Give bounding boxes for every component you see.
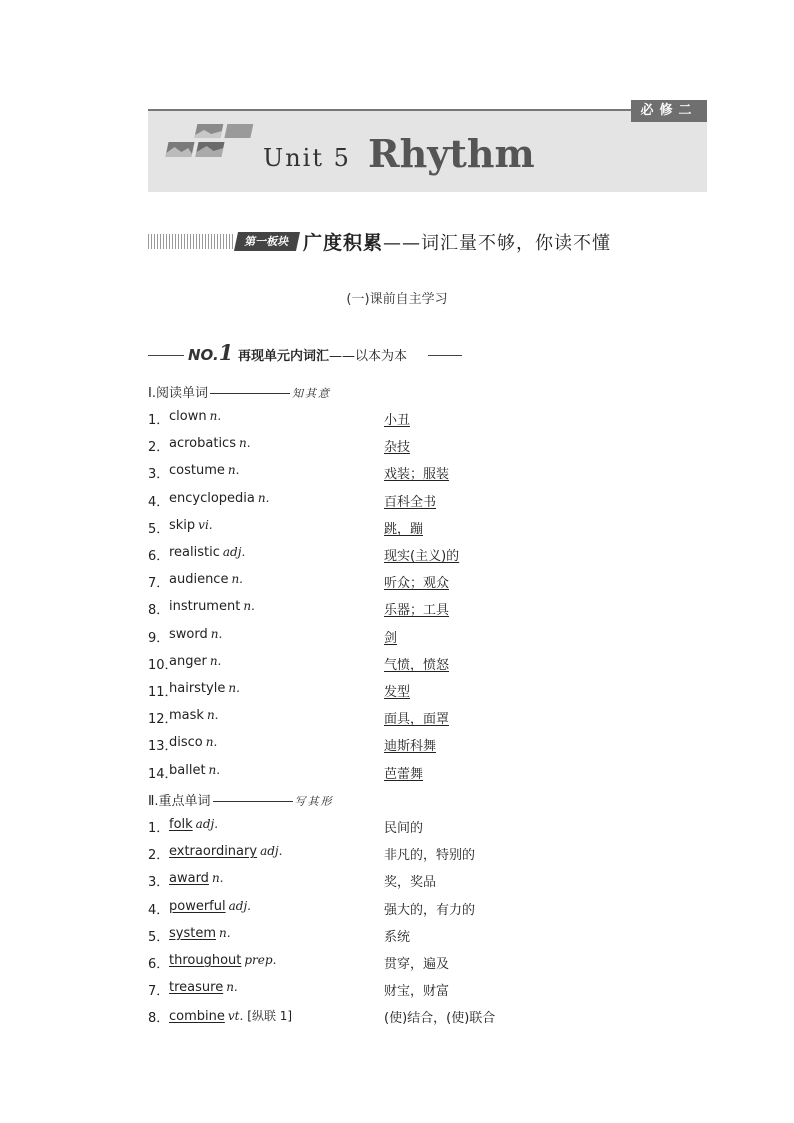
- chinese-meaning: 小丑: [384, 413, 411, 428]
- part-of-speech: vi.: [198, 517, 213, 532]
- cross-reference: [纵联 1]: [247, 1009, 293, 1024]
- word-text: ballet: [169, 762, 206, 778]
- item-number: 2．: [148, 848, 170, 864]
- chinese-meaning: 奖，奖品: [384, 875, 437, 891]
- word-row: [148, 463, 708, 485]
- part-of-speech: prep.: [244, 953, 277, 967]
- word-text: skip: [169, 517, 196, 533]
- word-text: disco: [169, 735, 203, 751]
- word-row: [148, 899, 708, 921]
- english-word: [169, 491, 269, 506]
- word-row: [148, 708, 708, 730]
- english-word: [169, 1007, 292, 1024]
- chinese-meaning: 气愤，愤怒: [384, 657, 450, 673]
- word-text: anger: [169, 653, 207, 669]
- no1-title: [238, 345, 407, 364]
- chinese-meaning: 迪斯科舞: [384, 739, 437, 755]
- chinese-meaning: 发型: [384, 685, 411, 700]
- chinese-meaning: 剑: [384, 630, 398, 646]
- word-text: sword: [169, 626, 208, 642]
- word-text: system: [169, 925, 216, 941]
- part-of-speech: n.: [206, 708, 219, 723]
- word-row: [148, 980, 708, 1002]
- word-text: clown: [169, 409, 207, 424]
- rule-right: [428, 355, 462, 356]
- word-row: [148, 627, 708, 649]
- part1-rule: [210, 393, 290, 394]
- section-title-main: 广度积累: [303, 232, 384, 254]
- english-word: [169, 409, 221, 424]
- chinese-meaning: 戏装；服装: [384, 467, 450, 483]
- section-title: [303, 228, 611, 255]
- chinese-meaning: 贯穿，遍及: [384, 957, 450, 972]
- item-number: 3．: [148, 875, 170, 891]
- english-word: [169, 844, 282, 859]
- part-of-speech: n.: [210, 626, 223, 641]
- item-number: 7．: [148, 984, 170, 1000]
- item-number: 12．: [148, 712, 178, 728]
- unit-banner: [148, 103, 707, 192]
- english-word: [169, 572, 243, 587]
- no1-prefix: NO.: [188, 346, 219, 364]
- item-number: 5．: [148, 929, 170, 945]
- part-of-speech: n.: [219, 925, 231, 940]
- word-row: [148, 572, 708, 594]
- item-number: 6．: [148, 549, 170, 564]
- part-of-speech: n.: [205, 735, 218, 750]
- part2-label: Ⅱ.重点单词: [148, 794, 211, 809]
- english-word: [169, 817, 218, 832]
- lesson-subtitle: (一)课前自主学习: [346, 292, 448, 307]
- english-word: [169, 899, 251, 914]
- no1-heading: [148, 340, 478, 368]
- item-number: 7．: [148, 576, 170, 592]
- part-of-speech: n.: [257, 490, 270, 505]
- chinese-meaning: (使)结合，(使)联合: [384, 1011, 496, 1027]
- word-row: [148, 926, 708, 948]
- word-row: [148, 654, 708, 676]
- unit-number: Unit 5: [263, 144, 351, 172]
- word-row: [148, 545, 708, 567]
- chinese-meaning: 强大的，有力的: [384, 902, 476, 918]
- chinese-meaning: 民间的: [384, 821, 424, 836]
- word-text: award: [169, 871, 209, 887]
- english-word: [169, 708, 218, 723]
- word-row: [148, 436, 708, 458]
- item-number: 6．: [148, 957, 170, 972]
- word-text: treasure: [169, 980, 224, 996]
- section-title-sub: ——词汇量不够，你读不懂: [383, 233, 612, 254]
- word-row: [148, 518, 708, 540]
- part2-note: 写其形: [294, 795, 334, 808]
- item-number: 9．: [148, 630, 170, 646]
- item-number: 8．: [148, 603, 170, 619]
- chinese-meaning: 乐器；工具: [384, 603, 450, 619]
- word-row: [148, 844, 708, 866]
- item-number: 2．: [148, 440, 170, 456]
- word-row: [148, 681, 708, 703]
- item-number: 8．: [148, 1011, 170, 1027]
- word-text: throughout: [169, 953, 242, 968]
- item-number: 13．: [148, 739, 178, 755]
- part-of-speech: adj.: [260, 844, 283, 859]
- part-of-speech: n.: [243, 599, 255, 614]
- no1-label: [188, 340, 233, 365]
- section-heading: [148, 228, 708, 256]
- item-number: 1．: [148, 821, 170, 836]
- english-word: [169, 436, 251, 451]
- word-text: mask: [169, 708, 204, 724]
- word-text: realistic: [169, 545, 220, 560]
- word-text: folk: [169, 817, 193, 832]
- part1-heading: [148, 382, 331, 401]
- item-number: 1．: [148, 413, 170, 428]
- part-of-speech: adj.: [195, 817, 219, 831]
- english-word: [169, 871, 223, 886]
- english-word: [169, 735, 217, 750]
- part-of-speech: n.: [228, 681, 240, 695]
- word-text: hairstyle: [169, 681, 226, 696]
- decorative-stripe: [148, 234, 233, 249]
- part1-note: 知其意: [291, 387, 331, 400]
- part-of-speech: n.: [209, 409, 222, 423]
- item-number: 5．: [148, 521, 170, 537]
- part2-heading: [148, 790, 334, 809]
- no1-title-main: 再现单元内词汇: [238, 349, 330, 364]
- chinese-meaning: 现实(主义)的: [384, 549, 460, 564]
- part-of-speech: n.: [231, 572, 243, 587]
- chinese-meaning: 系统: [384, 929, 411, 945]
- word-row: [148, 735, 708, 757]
- no1-number: 1: [218, 340, 234, 365]
- english-word: [169, 518, 213, 533]
- part-of-speech: n.: [238, 436, 251, 451]
- part2-rule: [213, 801, 293, 802]
- section-pill: 第一板块: [234, 232, 300, 251]
- word-row: [148, 1007, 708, 1029]
- part-of-speech: adj.: [228, 898, 251, 913]
- rule-left: [148, 355, 184, 356]
- english-word: [169, 980, 238, 995]
- chinese-meaning: 百科全书: [384, 494, 437, 510]
- english-word: [169, 654, 221, 669]
- item-number: 4．: [148, 494, 170, 510]
- word-text: powerful: [169, 898, 226, 914]
- word-text: encyclopedia: [169, 490, 255, 506]
- chinese-meaning: 杂技: [384, 440, 411, 456]
- word-text: acrobatics: [169, 436, 236, 452]
- word-text: extraordinary: [169, 844, 258, 860]
- chinese-meaning: 非凡的，特别的: [384, 848, 476, 864]
- word-text: combine: [169, 1009, 225, 1025]
- item-number: 4．: [148, 902, 170, 918]
- english-word: [169, 763, 220, 778]
- word-text: audience: [169, 572, 229, 588]
- english-word: [169, 599, 255, 614]
- english-word: [169, 926, 231, 941]
- part-of-speech: n.: [209, 653, 222, 668]
- item-number: 14．: [148, 766, 178, 782]
- word-row: [148, 599, 708, 621]
- volume-tag: 必修二: [631, 100, 707, 122]
- part1-label: Ⅰ.阅读单词: [148, 386, 208, 401]
- item-number: 3．: [148, 467, 170, 483]
- word-row: [148, 817, 708, 839]
- english-word: [169, 627, 222, 642]
- english-word: [169, 463, 239, 478]
- part-of-speech: n.: [208, 762, 221, 777]
- english-word: [169, 545, 245, 560]
- no1-title-sub: ——以本为本: [329, 349, 408, 364]
- chinese-meaning: 芭蕾舞: [384, 766, 424, 782]
- word-row: [148, 409, 708, 431]
- part-of-speech: n.: [211, 871, 224, 886]
- landscape-thumbnails-icon: [158, 121, 258, 161]
- unit-title: Rhythm: [368, 131, 535, 176]
- part-of-speech: adj.: [222, 545, 246, 559]
- item-number: 11．: [148, 685, 178, 700]
- word-text: costume: [169, 463, 225, 479]
- word-row: [148, 871, 708, 893]
- part-of-speech: n.: [226, 980, 238, 995]
- chinese-meaning: 财宝，财富: [384, 984, 450, 1000]
- word-row: [148, 953, 708, 975]
- chinese-meaning: 跳，蹦: [384, 521, 424, 537]
- chinese-meaning: 听众；观众: [384, 576, 450, 592]
- part-of-speech: vt.: [227, 1009, 244, 1024]
- item-number: 10．: [148, 657, 178, 673]
- english-word: [169, 953, 276, 968]
- word-row: [148, 763, 708, 785]
- chinese-meaning: 面具，面罩: [384, 712, 450, 728]
- word-text: instrument: [169, 599, 241, 615]
- word-row: [148, 491, 708, 513]
- english-word: [169, 681, 240, 696]
- part-of-speech: n.: [227, 463, 240, 478]
